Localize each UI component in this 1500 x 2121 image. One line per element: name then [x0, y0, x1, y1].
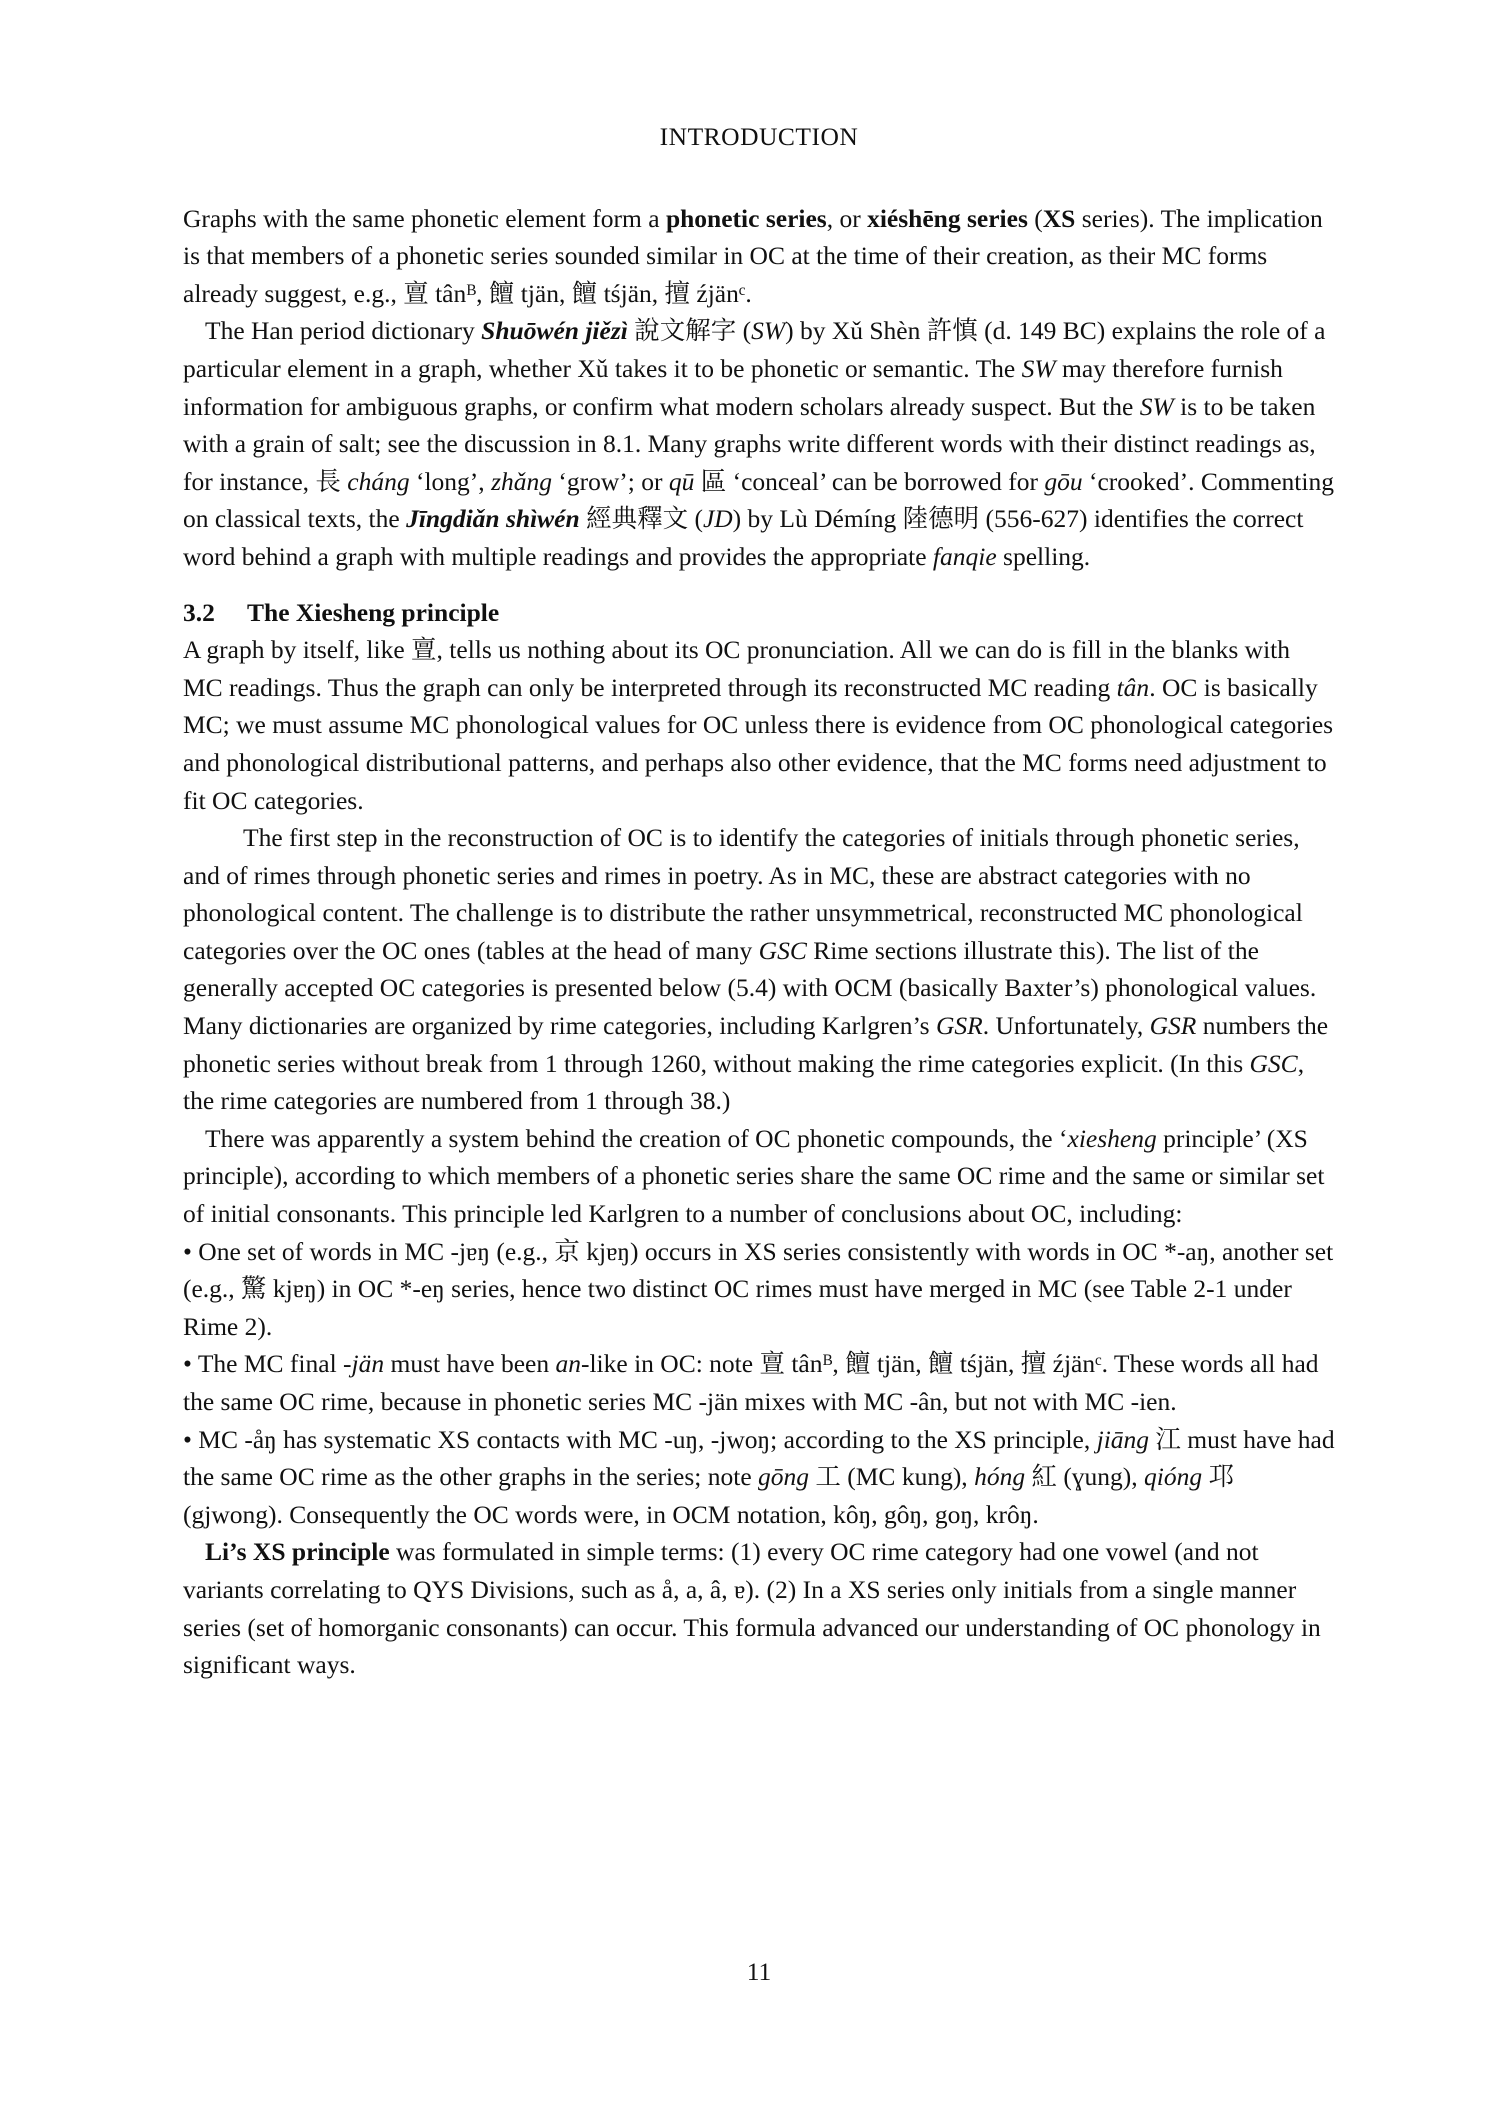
- paragraph-1: Graphs with the same phonetic element form a phonetic series, or xiéshēng series (XS series). The implication is that members of a phonetic series sounded similar in OC at the time of their creation, as their MC forms already suggest, e.g., 亶 tânᴮ, 饘 tjän, 饘 tśjän, 擅 źjänᶜ.: [183, 203, 1323, 308]
- section-heading: 3.2 The Xiesheng principle: [183, 597, 500, 627]
- page: [183, 118, 1335, 1986]
- paragraph-5: There was apparently a system behind the creation of OC phonetic compounds, the ‘xiesheng principle’ (XS principle), according to which members of a phonetic series share the same OC rime and the same or similar set of initial consonants. This principle led Karlgren to a number of conclusions about OC, including:: [183, 1123, 1325, 1229]
- paragraph-2: The Han period dictionary Shuōwén jiězì 說文解字 (SW) by Xǔ Shèn 許慎 (d. 149 BC) explains the role of a particular element in a graph, whether Xǔ takes it to be phonetic or semantic. The SW may therefore furnish information for ambiguous graphs, or confirm what modern scholars already suspect. But the SW is to be taken with a grain of salt; see the discussion in 8.1. Many graphs write different words with their distinct readings as, for instance, 長 cháng ‘long’, zhǎng ‘grow’; or qū 區 ‘conceal’ can be borrowed for gōu ‘crooked’. Commenting on classical texts, the Jīngdiǎn shìwén 經典釋文 (JD) by Lù Démíng 陸德明 (556-627) identifies the correct word behind a graph with multiple readings and provides the appropriate fanqie spelling.: [183, 316, 1334, 571]
- paragraph-4: The first step in the reconstruction of OC is to identify the categories of initials through phonetic series, and of rimes through phonetic series and rimes in poetry. As in MC, these are abstract categories with no phonological content. The challenge is to distribute the rather unsymmetrical, reconstructed MC phonological categories over the OC ones (tables at the head of many GSC Rime sections illustrate this). The list of the generally accepted OC categories is presented below (5.4) with OCM (basically Baxter’s) phonological values. Many dictionaries are organized by rime categories, including Karlgren’s GSR. Unfortunately, GSR numbers the phonetic series without break from 1 through 1260, without making the rime categories explicit. (In this GSC, the rime categories are numbered from 1 through 38.): [183, 823, 1329, 1116]
- paragraph-6: Li’s XS principle was formulated in simple terms: (1) every OC rime category had one vowel (and not variants correlating to QYS Divisions, such as å, a, â, ɐ). (2) In a XS series only initials from a single manner series (set of homorganic consonants) can occur. This formula advanced our understanding of OC phonology in significant ways.: [183, 1537, 1321, 1680]
- paragraph-3: A graph by itself, like 亶, tells us nothing about its OC pronunciation. All we can do is fill in the blanks with MC readings. Thus the graph can only be interpreted through its reconstructed MC reading tân. OC is basically MC; we must assume MC phonological values for OC unless there is evidence from OC phonological categories and phonological distributional patterns, and perhaps also other evidence, that the MC forms need adjustment to fit OC categories.: [183, 635, 1334, 815]
- running-head: INTRODUCTION: [659, 122, 859, 151]
- bullet-item-1: • One set of words in MC -jɐŋ (e.g., 京 kjɐŋ) occurs in XS series consistently with words in OC *-aŋ, another set (e.g., 驚 kjɐŋ) in OC *-eŋ series, hence two distinct OC rimes must have merged in MC (see Table 2-1 under Rime 2).: [183, 1236, 1334, 1341]
- bullet-item-2: • The MC final -jän must have been an-like in OC: note 亶 tânᴮ, 饘 tjän, 饘 tśjän, 擅 źjänᶜ. These words all had the same OC rime, because in phonetic series MC -jän mixes with MC -ân, but not with MC -ien.: [183, 1349, 1319, 1416]
- page-number: 11: [746, 1957, 772, 1986]
- bullet-item-3: • MC -åŋ has systematic XS contacts with MC -uŋ, -jwoŋ; according to the XS principle, jiāng 江 must have had the same OC rime as the other graphs in the series; note gōng 工 (MC kung), hóng 紅 (ɣung), qióng 邛 (gjwong). Consequently the OC words were, in OCM notation, kôŋ, gôŋ, goŋ, krôŋ.: [183, 1424, 1335, 1529]
